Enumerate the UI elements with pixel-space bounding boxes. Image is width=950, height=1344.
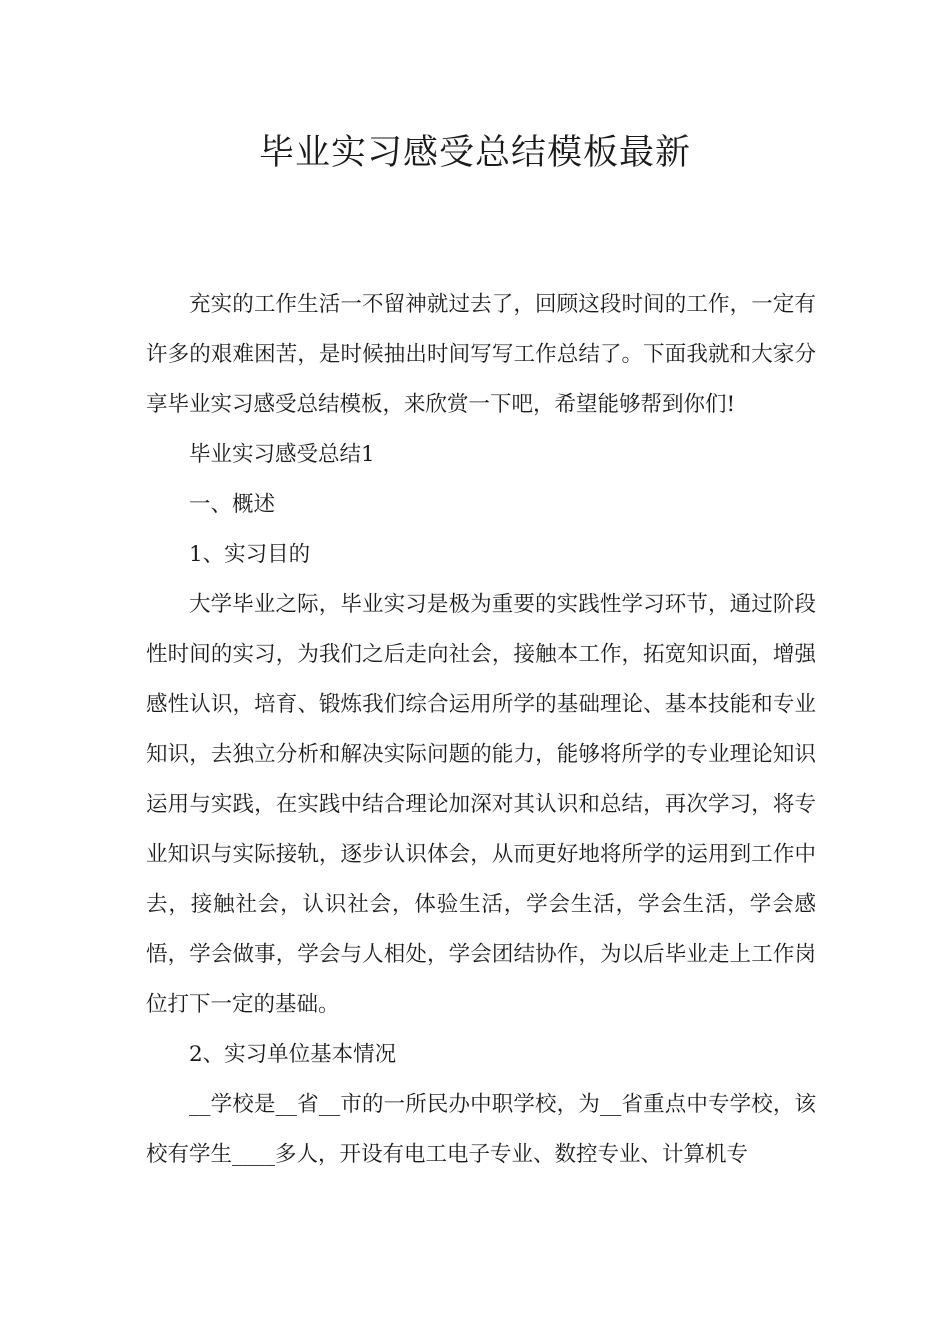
purpose-paragraph: 大学毕业之际，毕业实习是极为重要的实践性学习环节，通过阶段性时间的实习，为我们之后走向社会，接触本工作，拓宽知识面，增强感性认识，培育、锻炼我们综合运用所学的基础理论、基本技能和专业知识，去独立分析和解决实际问题的能力，能够将所学的专业理论知识运用与实践，在实践中结合理论加深对其认识和总结，再次学习，将专业知识与实际接轨，逐步认识体会，从而更好地将所学的运用到工作中去，接触社会，认识社会，体验生活，学会生活，学会生活，学会感悟，学会做事，学会与人相处，学会团结协作，为以后毕业走上工作岗位打下一定的基础。	[146, 592, 816, 1017]
section-title: 毕业实习感受总结1	[189, 442, 375, 467]
intro-paragraph: 充实的工作生活一不留神就过去了，回顾这段时间的工作，一定有许多的艰难困苦，是时候抽出时间写写工作总结了。下面我就和大家分享毕业实习感受总结模板，来欣赏一下吧，希望能够帮到你们!	[146, 292, 816, 417]
unit-paragraph: __学校是__省__市的一所民办中职学校，为__省重点中专学校，该校有学生____多人，开设有电工电子专业、数控专业、计算机专	[146, 1092, 816, 1167]
document-body	[146, 280, 816, 1180]
document-title: 毕业实习感受总结模板最新	[258, 133, 691, 173]
heading-unit-info: 2、实习单位基本情况	[189, 1042, 397, 1067]
heading-overview: 一、概述	[189, 492, 276, 517]
heading-internship-purpose: 1、实习目的	[189, 542, 311, 567]
